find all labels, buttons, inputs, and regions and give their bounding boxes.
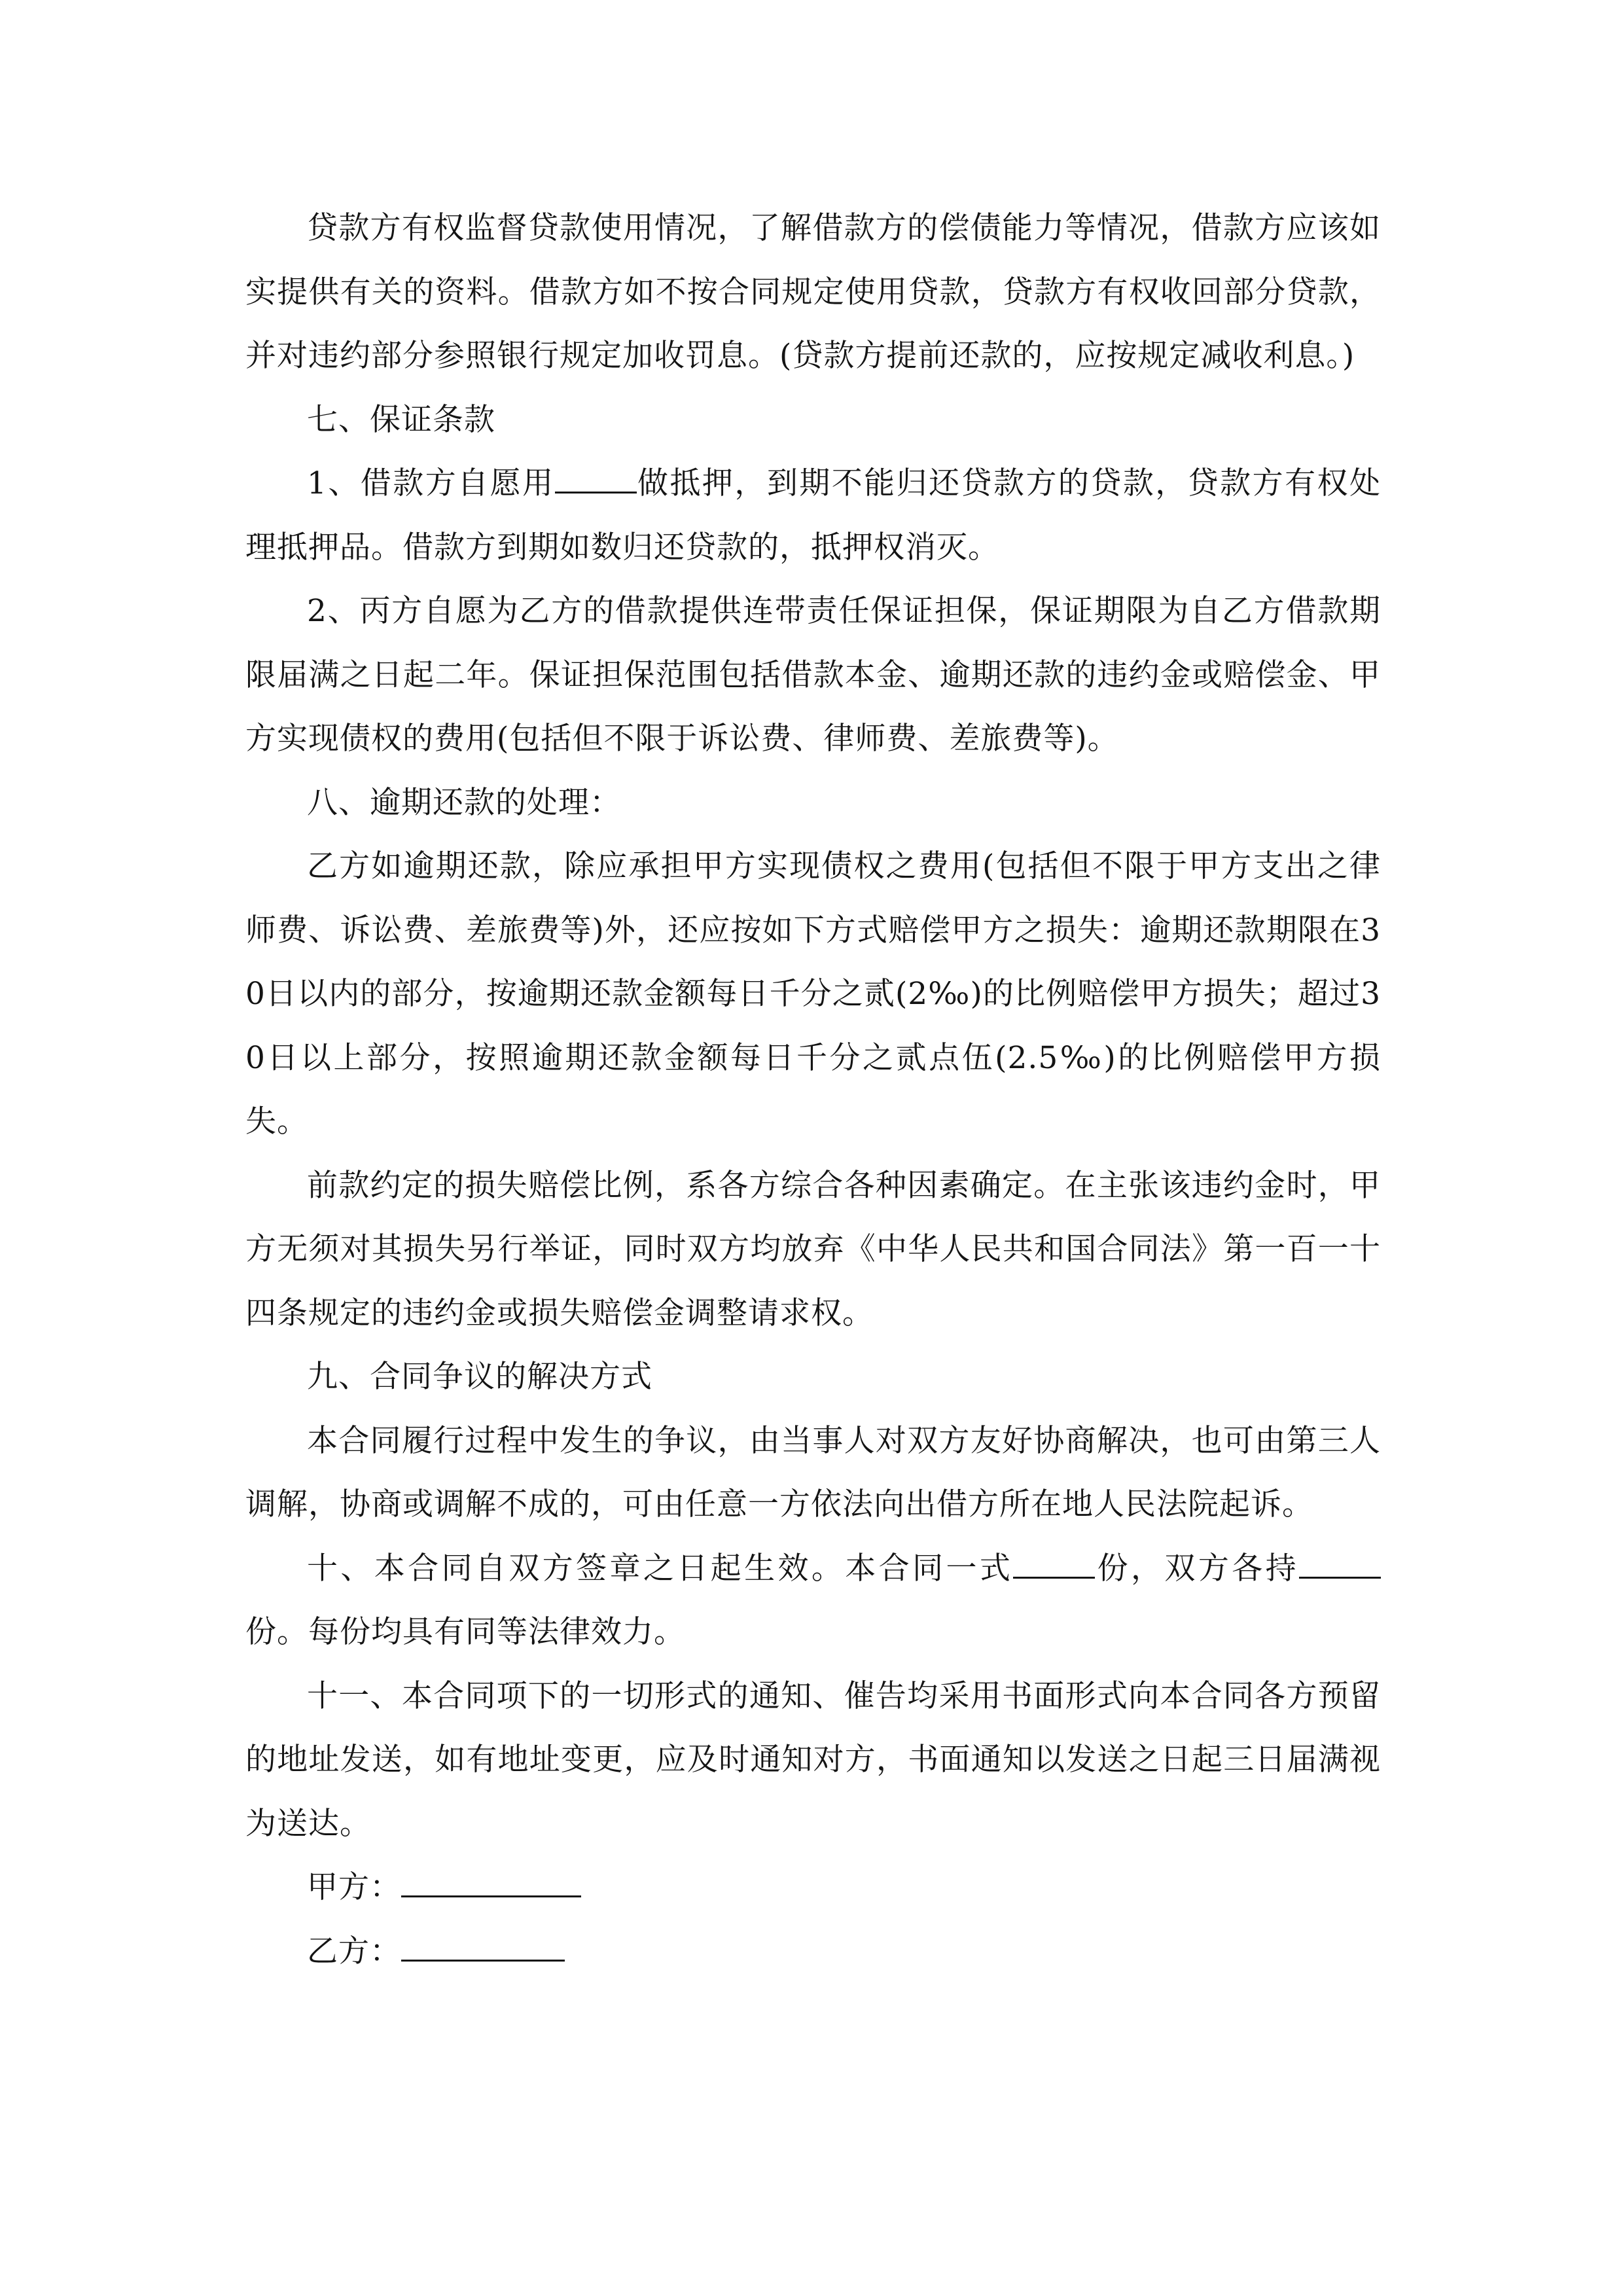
effectiveness-text-2: 份，双方各持 bbox=[1095, 1550, 1299, 1587]
party-b-blank bbox=[401, 1933, 565, 1962]
party-a-blank bbox=[401, 1869, 581, 1897]
paragraph-overdue-penalty: 乙方如逾期还款，除应承担甲方实现债权之费用(包括但不限于甲方支出之律师费、诉讼费、差旅费等)外，还应按如下方式赔偿甲方之损失：逾期还款期限在30日以内的部分，按逾期还款金额每日千分之贰(2‰)的比例赔偿甲方损失；超过30日以上部分，按照逾期还款金额每日千分之贰点伍(2.5‰)的比例赔偿甲方损失。 bbox=[245, 848, 1381, 1139]
party-a-label: 甲方： bbox=[307, 1869, 401, 1905]
paragraph-notices: 十一、本合同项下的一切形式的通知、催告均采用书面形式向本合同各方预留的地址发送，如有地址变更，应及时通知对方，书面通知以发送之日起三日届满视为送达。 bbox=[245, 1677, 1381, 1842]
copies-each-blank bbox=[1299, 1551, 1381, 1579]
section-heading-overdue: 八、逾期还款的处理： bbox=[307, 784, 621, 821]
paragraph-mortgage bbox=[245, 452, 1381, 579]
paragraph-effectiveness bbox=[245, 1537, 1381, 1664]
party-b-label: 乙方： bbox=[307, 1933, 401, 1969]
effectiveness-text-1: 十、本合同自双方签章之日起生效。本合同一式 bbox=[307, 1550, 1014, 1587]
section-heading-dispute: 九、合同争议的解决方式 bbox=[307, 1359, 652, 1395]
section-heading-guarantee: 七、保证条款 bbox=[307, 401, 495, 438]
paragraph-loan-supervision: 贷款方有权监督贷款使用情况，了解借款方的偿债能力等情况，借款方应该如实提供有关的资料。借款方如不按合同规定使用贷款，贷款方有权收回部分贷款，并对违约部分参照银行规定加收罚息。(贷款方提前还款的，应按规定减收利息。) bbox=[245, 210, 1381, 374]
party-a-signature-line bbox=[245, 1856, 1381, 1920]
party-b-signature-line bbox=[245, 1920, 1381, 1984]
mortgage-text-end: 做抵押，到期不能归还贷款方的贷款，贷款方有权处理抵押品。借款方到期如数归还贷款的，抵押权消灭。 bbox=[245, 465, 1382, 565]
paragraph-joint-guarantee: 2、丙方自愿为乙方的借款提供连带责任保证担保，保证期限为自乙方借款期限届满之日起二年。保证担保范围包括借款本金、逾期还款的违约金或赔偿金、甲方实现债权的费用(包括但不限于诉讼费、律师费、差旅费等)。 bbox=[245, 593, 1381, 757]
paragraph-dispute-resolution: 本合同履行过程中发生的争议，由当事人对双方友好协商解决，也可由第三人调解，协商或调解不成的，可由任意一方依法向出借方所在地人民法院起诉。 bbox=[245, 1422, 1381, 1522]
effectiveness-text-3: 份。每份均具有同等法律效力。 bbox=[245, 1614, 685, 1650]
contract-body bbox=[245, 196, 1381, 1983]
mortgage-item-blank bbox=[555, 465, 637, 493]
copies-total-blank bbox=[1013, 1551, 1095, 1579]
mortgage-text-start: 1、借款方自愿用 bbox=[307, 465, 555, 501]
paragraph-penalty-ratio: 前款约定的损失赔偿比例，系各方综合各种因素确定。在主张该违约金时，甲方无须对其损失另行举证，同时双方均放弃《中华人民共和国合同法》第一百一十四条规定的违约金或损失赔偿金调整请求权。 bbox=[245, 1167, 1381, 1331]
